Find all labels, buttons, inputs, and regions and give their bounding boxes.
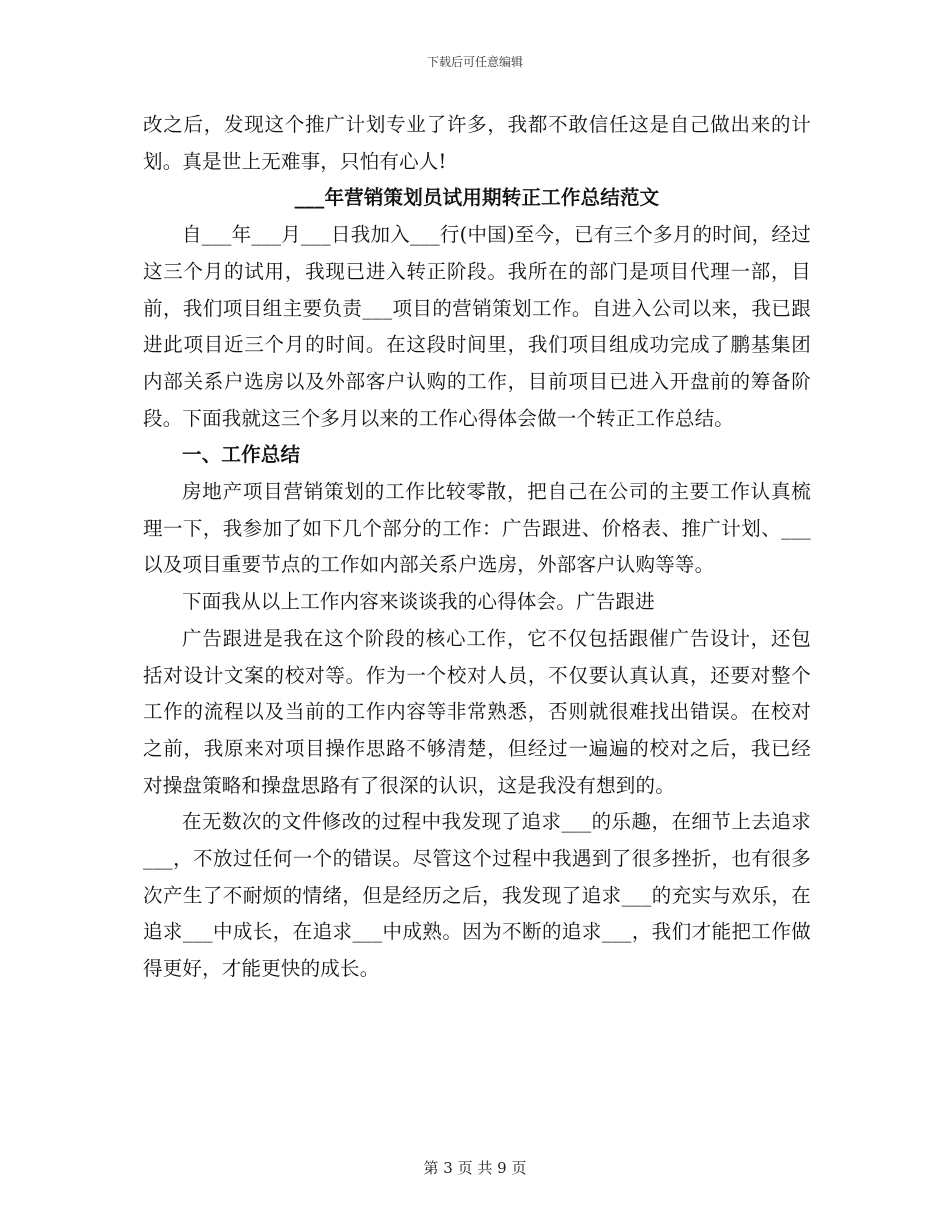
- paragraph-ad-followup: 广告跟进是我在这个阶段的核心工作，它不仅包括跟催广告设计，还包括对设计文案的校对等。作为一个校对人员，不仅要认真认真，还要对整个工作的流程以及当前的工作内容等非常熟悉，否则就很难找出错误。在校对之前，我原来对项目操作思路不够清楚，但经过一遍遍的校对之后，我已经对操盘策略和操盘思路有了很深的认识，这是我没有想到的。: [143, 626, 811, 797]
- page-header: 下载后可任意编辑: [426, 55, 523, 69]
- paragraph-pursuit: 在无数次的文件修改的过程中我发现了追求___的乐趣，在细节上去追求___，不放过任何一个的错误。尽管这个过程中我遇到了很多挫折，也有很多次产生了不耐烦的情绪，但是经历之后，我发现了追求___的充实与欢乐，在追求___中成长，在追求___中成熟。因为不断的追求___，我们才能把工作做得更好，才能更快的成长。: [143, 810, 811, 981]
- paragraph-work-overview: 房地产项目营销策划的工作比较零散，把自己在公司的主要工作认真梳理一下，我参加了如下几个部分的工作：广告跟进、价格表、推广计划、___以及项目重要节点的工作如内部关系户选房，外部客户认购等等。: [143, 480, 811, 577]
- paragraph-continuation: 改之后，发现这个推广计划专业了许多，我都不敢信任这是自己做出来的计划。真是世上无难事，只怕有心人!: [143, 113, 811, 173]
- paragraph-intro: 自___年___月___日我加入___行(中国)至今，已有三个多月的时间，经过这三个月的试用，我现已进入转正阶段。我所在的部门是项目代理一部，目前，我们项目组主要负责___项目的营销策划工作。自进入公司以来，我已跟进此项目近三个月的时间。在这段时间里，我们项目组成功完成了鹏基集团内部关系户选房以及外部客户认购的工作，目前项目已进入开盘前的筹备阶段。下面我就这三个多月以来的工作心得体会做一个转正工作总结。: [143, 223, 811, 430]
- document-title: ___年营销策划员试用期转正工作总结范文: [294, 186, 660, 210]
- paragraph-transition: 下面我从以上工作内容来谈谈我的心得体会。广告跟进: [182, 590, 655, 614]
- document-body: [143, 107, 811, 988]
- page-footer: 第 3 页 共 9 页: [423, 1159, 527, 1177]
- section-heading: 一、工作总结: [182, 443, 301, 467]
